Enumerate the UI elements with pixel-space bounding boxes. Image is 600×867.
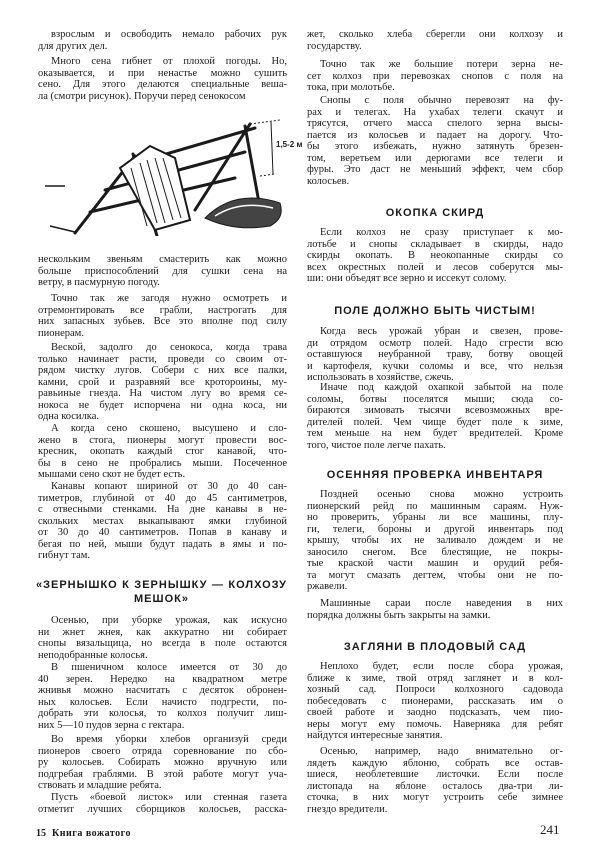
section-heading: [307, 640, 563, 654]
text-line: том, веретьем или дерюгами все телеги и: [307, 152, 563, 164]
text-line: лядеть каждую яблоню, собрать все остав-: [307, 757, 563, 769]
text-line: та могут смазать дегтем, чтобы они не по-: [307, 569, 563, 581]
text-line: ла (смотри рисунок). Поручи перед сенокосом: [38, 90, 246, 102]
text-line: сено. Для этого делаются специальные веша-: [38, 79, 287, 90]
paragraph: [307, 598, 563, 621]
text-line: 40 зерен. Нередко на квадратном метре: [38, 673, 287, 685]
text-line: тые краской части машин и орудий ребя-: [307, 558, 563, 569]
text-line: от 30 до 40 сантиметров. Попав в канаву и: [38, 527, 287, 538]
text-line: Когда весь урожай убран и свезен, прове-: [320, 326, 563, 337]
text-line: них запасных зубьев. Все это вполне под силу: [38, 316, 287, 327]
text-line: МЕШОК»: [134, 593, 189, 605]
text-line: Осенью, при уборке урожая, как искусно: [51, 615, 287, 626]
text-line: бираются зимовать тысячи всевозможных вре-: [307, 405, 563, 416]
section-heading: [307, 304, 563, 318]
text-line: рах и телегах. На ухабах телеги скачут и: [307, 106, 563, 118]
text-line: для других дел.: [38, 40, 108, 52]
text-line: ЗАГЛЯНИ В ПЛОДОВЫЙ САД: [343, 641, 527, 653]
paragraph: [307, 227, 563, 285]
text-line: кресник, окопать каждый стог канавой, что-: [38, 446, 287, 457]
text-line: взрослым и освободить немало рабочих рук: [51, 29, 287, 40]
paragraph: [38, 481, 287, 562]
text-line: скирды окопать. В неокопанные скирды со: [307, 250, 563, 261]
paragraph: [38, 734, 287, 792]
text-line: мышами сено скот не будет есть.: [38, 469, 186, 480]
section-heading: [307, 206, 563, 220]
text-line: соломы, ботвы поселятся мыши; сюда со-: [307, 393, 563, 405]
text-line: найдутся интересные занятия.: [307, 730, 443, 741]
text-line: пионерский рейд по машинным сараям. Нуж-: [307, 500, 563, 512]
text-line: отремонтировать все грабли, настрогать для: [38, 304, 287, 316]
text-line: фуры. Это даст не меньший эффект, чем сбор: [307, 164, 563, 175]
text-line: жет, сколько хлеба сберегли они колхозу и: [307, 29, 563, 40]
text-line: бы в сено не пробрались мыши. Посеченное: [38, 457, 287, 469]
text-line: Снопы с поля обычно перевозят на фу-: [320, 95, 563, 106]
text-line: хозный сад. Попроси колхозного садовода: [307, 684, 563, 695]
text-line: Если колхоз не сразу приступает к мо-: [320, 227, 563, 238]
text-line: Пусть «боевой листок» или стенная газета: [51, 792, 287, 803]
text-line: равьиные гнезда. На чистом лугу во время се-: [38, 388, 287, 399]
paragraph: [38, 615, 287, 661]
text-line: ОКОПКА СКИРД: [385, 207, 485, 219]
text-line: Иначе под каждой охапкой забытой на поле: [320, 382, 563, 393]
text-line: тем меньше на нем будет вредителей. Кроме: [307, 428, 563, 439]
paragraph: [38, 56, 287, 102]
paragraph: [38, 293, 287, 339]
text-line: ди отрядом осмотр полей. Надо сгрести всю: [307, 337, 563, 349]
text-line: колосьев.: [307, 175, 350, 187]
text-line: пионеров своего отряда соревнование по сбо-: [38, 745, 287, 757]
text-line: ржавели.: [307, 581, 348, 592]
text-line: нескольким звеньям смастерить как можно: [38, 254, 287, 265]
text-line: Много сена гибнет от плохой погоды. Но,: [51, 56, 287, 67]
text-line: только начинает расти, проведи со своим от-: [38, 353, 287, 365]
text-line: побеседовать с пионерами, рассказать им о: [307, 695, 563, 707]
text-line: но проверить, убраны ли все машины, плу-: [307, 512, 563, 523]
text-line: бегая по ней, мыши будут падать в ямы и по-: [38, 538, 287, 550]
text-line: ближе к зиме, твой отряд заглянет и в кол-: [307, 672, 563, 684]
paragraph: [307, 382, 563, 451]
text-line: Веской, задолго до сенокоса, когда трава: [51, 342, 287, 353]
text-line: крышу, чтобы их не заливало дождем и не: [307, 535, 563, 546]
text-line: неры могут ему помочь. Наверняка для ребят: [307, 718, 563, 730]
paragraph: [307, 661, 563, 742]
paragraph: [307, 326, 563, 384]
text-line: Поздней осенью снова можно устроить: [320, 489, 563, 500]
paragraph: [38, 254, 287, 289]
text-line: нокоса не будет испорчена ни одна коса, ни: [38, 399, 287, 411]
text-line: ных колосьев. Если начисто подгрести, по-: [38, 696, 287, 708]
text-line: использовать в хозяйстве, сжечь.: [307, 372, 454, 383]
text-line: неподобранные колосья.: [38, 649, 148, 661]
text-line: лотьбе и снопы складывает в скирды, надо: [307, 238, 563, 250]
paragraph: [38, 342, 287, 423]
text-line: Неплохо будет, если после сбора урожая,: [320, 661, 563, 672]
text-line: Осенью, например, надо внимательно ог-: [320, 746, 563, 757]
paragraph: [38, 792, 287, 815]
paragraph: [38, 29, 287, 52]
text-line: подгребая граблями. В этой работе могут уча-: [38, 768, 287, 780]
text-line: пионерам.: [38, 327, 84, 339]
section-heading: [307, 468, 563, 482]
text-line: ветру, в пасмурную погоду.: [38, 277, 160, 288]
text-line: порядка должны быть закрыты на замки.: [307, 609, 491, 621]
paragraph: [307, 489, 563, 593]
text-line: тиметров, глубиной от 40 до 45 сантиметров,: [38, 492, 287, 504]
paragraph: [307, 95, 563, 187]
text-line: В пшеничном колосе имеется от 30 до: [51, 662, 287, 673]
text-line: всех окрестных полей и лесов соберутся мы-: [307, 261, 563, 273]
text-line: и картофеля, кучки соломы и все, что нельзя: [307, 360, 563, 372]
text-line: тока, при молотьбе.: [307, 82, 395, 93]
text-line: ги, телеги, бороны и другой инвентарь под: [307, 523, 563, 535]
figure-dimension-label: 1,5-2 м: [276, 140, 303, 149]
text-line: них 5—10 пудов зерна с гектара.: [38, 719, 185, 731]
book-title-footer: Книга вожатого: [52, 828, 131, 839]
text-line: Машинные сараи после наведения в них: [320, 598, 563, 609]
text-line: пается из колосьев и падает на дорогу. Что-: [307, 129, 563, 141]
text-line: рядом чистку лугов. Собери с них все палки,: [38, 365, 287, 376]
text-line: оставшуюся неубранной траву, ботву овощей: [307, 349, 563, 360]
section-heading: [36, 578, 287, 606]
paragraph: [38, 423, 287, 481]
text-line: шиеся, необлетевшие листочки. Если после: [307, 769, 563, 780]
text-line: своей работе и заодно подсказать, чем пио-: [307, 707, 563, 718]
paragraph: [38, 662, 287, 731]
text-line: листопада на яблоне осталось два-три ли-: [307, 780, 563, 792]
text-line: камни, срой и разравняй все кротороины, му-: [38, 376, 287, 388]
text-line: того, чистое поле легче пахать.: [307, 439, 446, 451]
text-line: жено в стога, пионеры могут провести вос-: [38, 434, 287, 446]
page-number: 241: [540, 822, 560, 837]
text-line: снопы вязальщица, но всегда в поле остаются: [38, 638, 287, 649]
text-line: Точно так же загодя нужно осмотреть и: [51, 293, 287, 304]
text-line: ОСЕННЯЯ ПРОВЕРКА ИНВЕНТАРЯ: [326, 469, 544, 481]
text-line: Точно так же большие потери зерна не-: [320, 59, 563, 70]
text-line: сет колхоз при перевозках снопов с поля на: [307, 70, 563, 82]
text-line: государству.: [307, 40, 362, 52]
text-line: трясутся, отчего масса спелого зерна высы-: [307, 118, 563, 129]
paragraph: [307, 59, 563, 94]
text-line: оказывается, и при ненастье можно сушить: [38, 67, 287, 79]
text-line: заносило снегом. Все блестящие, не покры-: [307, 546, 563, 558]
text-line: Во время уборки хлебов организуй среди: [51, 734, 287, 745]
text-line: ствовать и младшие ребята.: [38, 780, 162, 791]
text-line: ши: они объедят все зерно и иссекут солому.: [307, 273, 507, 284]
text-line: жнивья можно насчитать с десяток обронен-: [38, 685, 287, 696]
paragraph: [307, 746, 563, 815]
text-line: одна косилка.: [38, 411, 100, 422]
printer-signature: 15: [36, 828, 46, 839]
text-line: ПОЛЕ ДОЛЖНО БЫТЬ ЧИСТЫМ!: [334, 305, 536, 317]
text-line: скольких местах выкапывают ямки глубиной: [38, 515, 287, 527]
text-line: Канавы копают шириной от 30 до 40 сан-: [51, 481, 287, 492]
text-line: сточка, в них могут устроить себе зимнее: [307, 792, 563, 803]
paragraph: [307, 29, 563, 52]
text-line: дителей полей. Чем чище будет поле к зиме,: [307, 416, 563, 428]
text-line: гнездо вредители.: [307, 803, 388, 815]
text-line: ни жнет жнея, как аккуратно ни собирает: [38, 626, 287, 638]
text-line: «ЗЕРНЫШКО К ЗЕРНЫШКУ — КОЛХОЗУ: [36, 579, 287, 591]
text-line: ру колосьев. Собирать можно вручную или: [38, 757, 287, 768]
text-line: отметит лучших сборщиков колосьев, расска-: [38, 803, 287, 815]
text-line: с отвесными стенками. На дне канавы в не-: [38, 504, 287, 515]
text-line: больше приспособлений для сушки сена на: [38, 265, 287, 277]
text-line: бы этого избежать, нужно затянуть брезен-: [307, 141, 563, 152]
text-line: гибнут там.: [38, 550, 90, 561]
text-line: добрать эти колосья, то колхоз получит лиш-: [38, 708, 287, 719]
text-line: А когда сено скошено, высушено и сло-: [51, 423, 287, 434]
hay-drying-rack-illustration: [45, 108, 285, 236]
